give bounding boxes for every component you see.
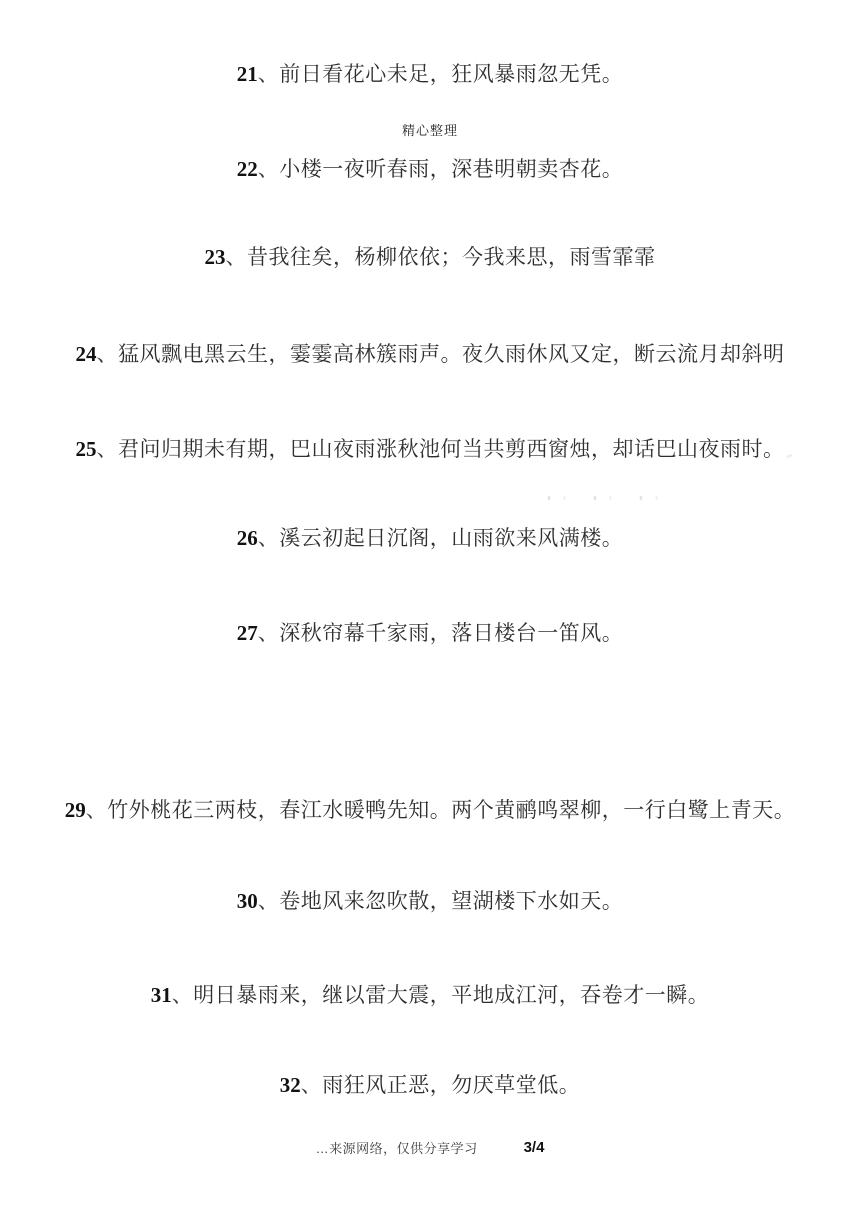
line-separator: 、 xyxy=(96,342,118,366)
scan-artifact xyxy=(548,496,680,500)
line-number: 23 xyxy=(204,245,226,269)
line-text: 卷地风来忽吹散，望湖楼下水如天。 xyxy=(279,889,624,913)
line-text: 小楼一夜听春雨，深巷明朝卖杏花。 xyxy=(279,157,624,181)
line-text: 竹外桃花三两枝，春江水暖鸭先知。两个黄鹂鸣翠柳，一行白鹭上青天。 xyxy=(107,798,796,822)
line-number: 31 xyxy=(150,983,172,1007)
poem-line-25 xyxy=(0,435,860,463)
poem-line-32 xyxy=(0,1071,860,1099)
line-number: 21 xyxy=(236,62,258,86)
line-text: 溪云初起日沉阁，山雨欲来风满楼。 xyxy=(279,526,624,550)
line-number: 30 xyxy=(236,889,258,913)
poem-line-21 xyxy=(0,60,860,88)
poem-line-29 xyxy=(0,796,860,824)
line-separator: 、 xyxy=(171,983,194,1007)
poem-line-31 xyxy=(0,981,860,1009)
poem-line-23 xyxy=(0,243,860,271)
line-separator: 、 xyxy=(257,526,280,550)
poem-line-30 xyxy=(0,887,860,915)
line-number: 24 xyxy=(75,342,97,366)
line-number: 26 xyxy=(236,526,258,550)
page-footer xyxy=(0,1138,860,1157)
line-number: 27 xyxy=(236,621,258,645)
line-text: 雨狂风正恶，勿厌草堂低。 xyxy=(322,1073,581,1097)
line-number: 22 xyxy=(236,157,258,181)
line-text: 君问归期未有期，巴山夜雨涨秋池何当共剪西窗烛，却话巴山夜雨时。 xyxy=(118,437,785,461)
poem-line-26 xyxy=(0,524,860,552)
page-number: 3/4 xyxy=(523,1139,545,1156)
line-separator: 、 xyxy=(300,1073,323,1097)
line-separator: 、 xyxy=(257,62,280,86)
line-text: 猛风飘电黑云生，霎霎高林簇雨声。夜久雨休风又定，断云流月却斜明 xyxy=(118,342,785,366)
poem-line-24 xyxy=(0,340,860,368)
footer-source-note: …来源网络，仅供分享学习 xyxy=(315,1141,478,1156)
line-number: 29 xyxy=(64,798,86,822)
header-note: 精心整理 xyxy=(401,123,458,138)
line-separator: 、 xyxy=(85,798,108,822)
poem-line-27 xyxy=(0,619,860,647)
line-separator: 、 xyxy=(257,157,280,181)
poem-line-22 xyxy=(0,155,860,183)
line-text: 深秋帘幕千家雨，落日楼台一笛风。 xyxy=(279,621,624,645)
line-text: 明日暴雨来，继以雷大震，平地成江河，吞卷才一瞬。 xyxy=(193,983,710,1007)
line-separator: 、 xyxy=(225,245,247,269)
line-separator: 、 xyxy=(257,621,280,645)
line-separator: 、 xyxy=(257,889,280,913)
line-number: 32 xyxy=(279,1073,301,1097)
line-text: 前日看花心未足，狂风暴雨忽无凭。 xyxy=(279,62,624,86)
line-separator: 、 xyxy=(96,437,118,461)
line-text: 昔我往矣，杨柳依依；今我来思，雨雪霏霏 xyxy=(247,245,656,269)
line-number: 25 xyxy=(75,437,97,461)
